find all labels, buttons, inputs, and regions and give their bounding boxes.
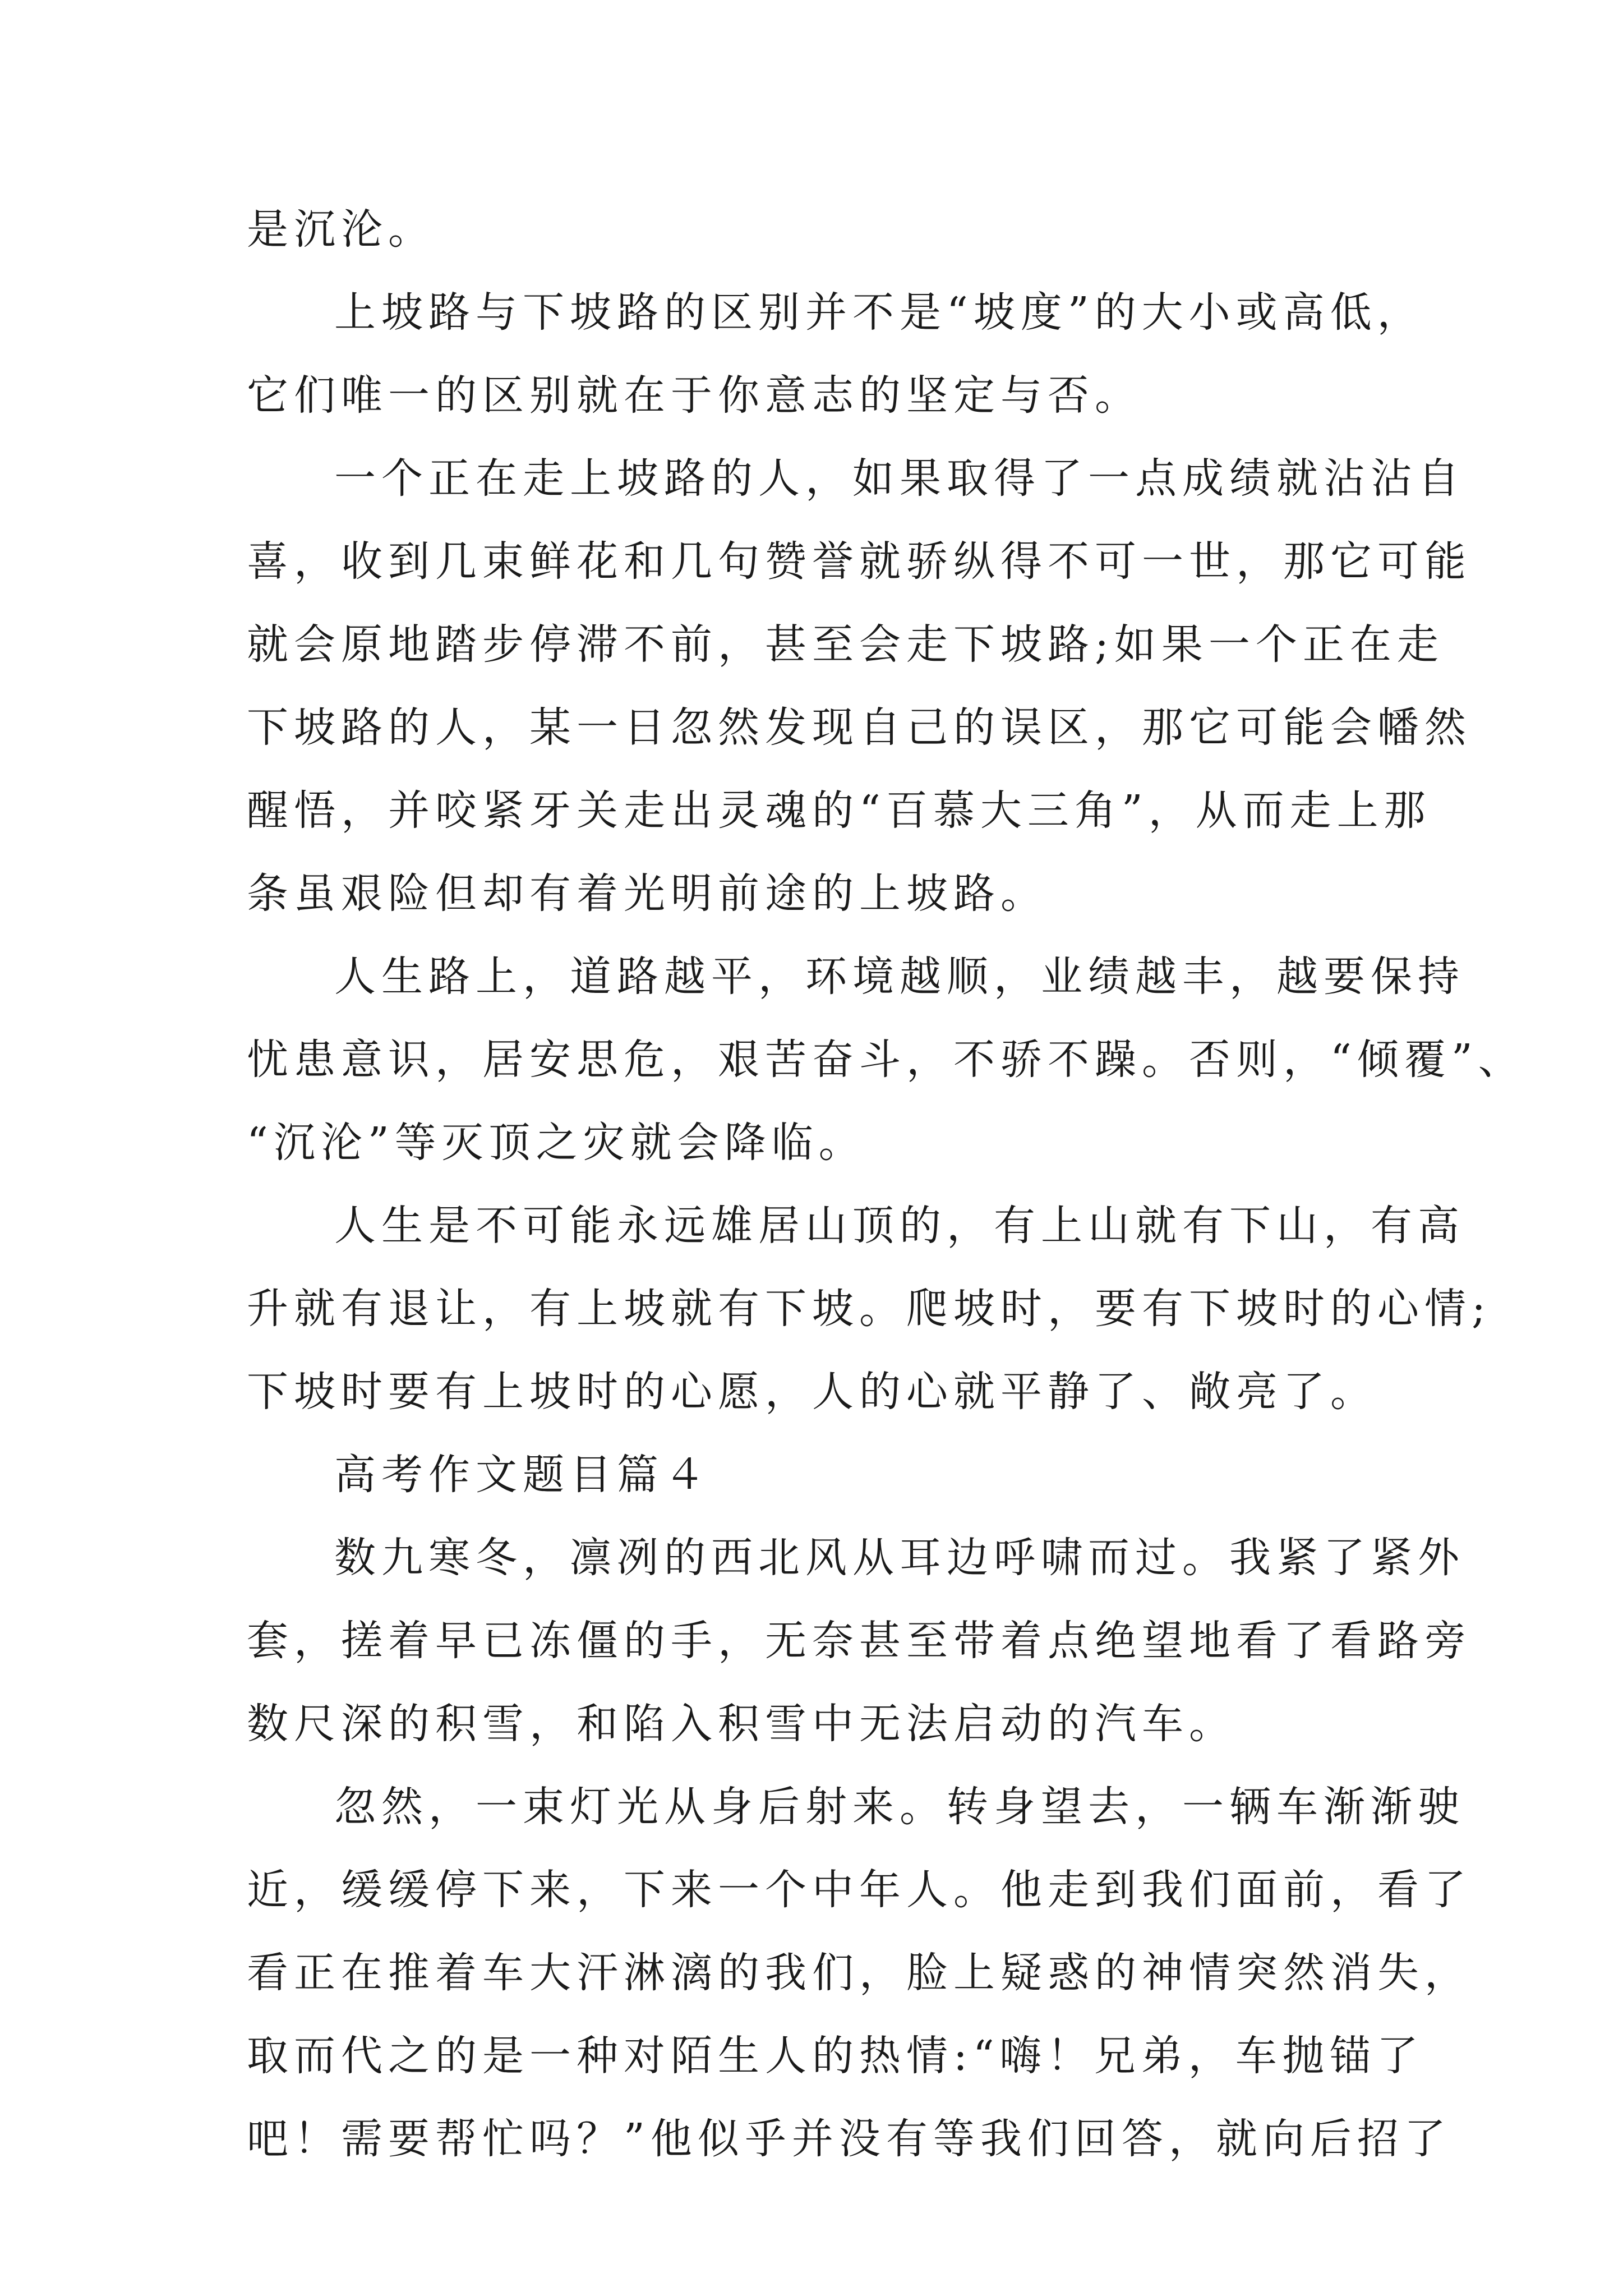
text-line: 人生是不可能永远雄居山顶的，有上山就有下山，有高 xyxy=(334,1202,1465,1250)
text-line: 近，缓缓停下来，下来一个中年人。他走到我们面前，看了 xyxy=(247,1866,1472,1914)
text-line: 人生路上，道路越平，环境越顺，业绩越丰，越要保持 xyxy=(334,953,1465,1001)
text-line: 喜，收到几束鲜花和几句赞誉就骄纵得不可一世，那它可能 xyxy=(247,537,1472,586)
text-line: 取而代之的是一种对陌生人的热情:“嗨！兄弟，车抛锚了 xyxy=(247,2032,1424,2080)
text-line: 上坡路与下坡路的区别并不是“坡度”的大小或高低， xyxy=(334,288,1424,337)
text-line: 就会原地踏步停滞不前，甚至会走下坡路;如果一个正在走 xyxy=(247,620,1444,669)
text-line: 忽然，一束灯光从身后射来。转身望去，一辆车渐渐驶 xyxy=(334,1783,1465,1831)
text-line: 升就有退让，有上坡就有下坡。爬坡时，要有下坡时的心情; xyxy=(247,1285,1491,1333)
text-line: 数九寒冬，凛冽的西北风从耳边呼啸而过。我紧了紧外 xyxy=(334,1534,1465,1582)
text-line: 吧！需要帮忙吗？”他似乎并没有等我们回答，就向后招了 xyxy=(247,2115,1451,2163)
text-line: 下坡路的人，某一日忽然发现自己的误区，那它可能会幡然 xyxy=(247,703,1472,752)
text-line: 忧患意识，居安思危，艰苦奋斗，不骄不躁。否则，“倾覆”、 xyxy=(247,1036,1525,1084)
text-line: “沉沦”等灭顶之灾就会降临。 xyxy=(247,1119,866,1167)
text-line: 它们唯一的区别就在于你意志的坚定与否。 xyxy=(247,371,1142,420)
text-line: 下坡时要有上坡时的心愿，人的心就平静了、敞亮了。 xyxy=(247,1368,1377,1416)
text-line: 一个正在走上坡路的人，如果取得了一点成绩就沾沾自 xyxy=(334,454,1465,503)
section-heading: 高考作文题目篇４ xyxy=(334,1451,711,1499)
text-line: 数尺深的积雪，和陷入积雪中无法启动的汽车。 xyxy=(247,1700,1236,1748)
text-line: 是沉沦。 xyxy=(247,205,435,254)
text-line: 条虽艰险但却有着光明前途的上坡路。 xyxy=(247,869,1048,918)
text-line: 套，搓着早已冻僵的手，无奈甚至带着点绝望地看了看路旁 xyxy=(247,1617,1472,1665)
text-line: 醒悟，并咬紧牙关走出灵魂的“百慕大三角”，从而走上那 xyxy=(247,786,1431,835)
text-line: 看正在推着车大汗淋漓的我们，脸上疑惑的神情突然消失， xyxy=(247,1949,1472,1997)
